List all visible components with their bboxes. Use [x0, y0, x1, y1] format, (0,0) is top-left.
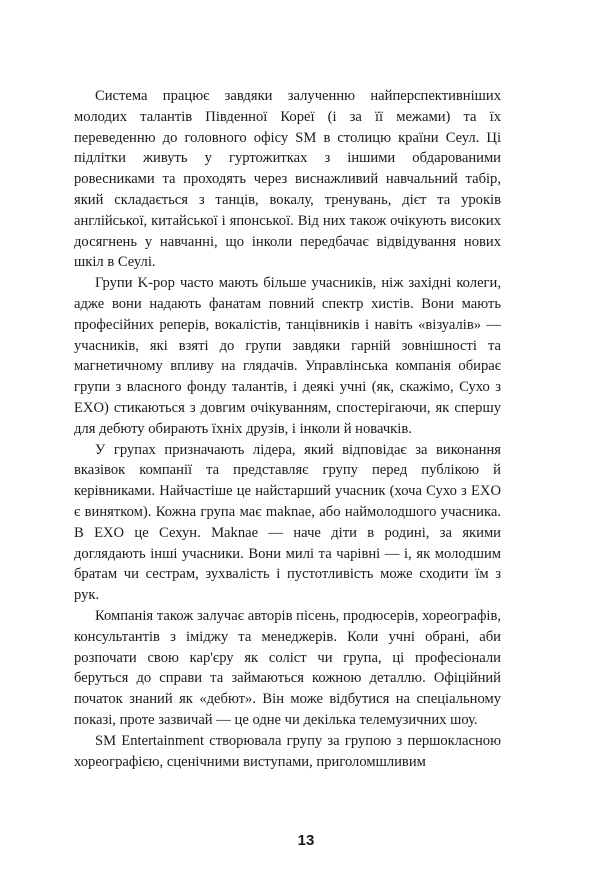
page-number: 13 — [297, 832, 315, 849]
paragraph-4: Компанія також залучає авторів пісень, продюсерів, хореографів, консультантів з іміджу та менеджерів. Коли учні обрані, аби розпочати свою кар'єру як соліст чи група, ці професіонали беруться до справи та займаються кожною деталлю. Офіційний початок знаний як «дебют». Він може відбутися на спеціальному показі, проте зазвичай — це одне чи декілька телемузичних шоу. — [74, 607, 501, 728]
paragraph-3: У групах призначають лідера, який відповідає за виконання вказівок компанії та представляє групу перед публікою й керівниками. Найчастіше це найстарший учасник (хоча Сухо з EXO є винятком). Кожна група має maknae, або наймолодшого учасника. В EXO це Сехун. Maknae — наче діти в родині, за якими доглядають інші учасники. Вони милі та чарівні — і, як молодшим братам чи сестрам, зухвалість і пустотливість може сходити їм з рук. — [74, 441, 501, 604]
paragraph-1: Система працює завдяки залученню найперспективніших молодих талантів Південної Кореї (і за її межами) та їх переведенню до головного офісу SM в столицю країни Сеул. Ці підлітки живуть у гуртожитках з іншими обдарованими ровесниками та проходять через виснажливий навчальний табір, який складається з танців, вокалу, тренувань, дієт та уроків англійської, китайської і японської. Від них також очікують високих досягнень у навчанні, що інколи передбачає відвідування нових шкіл в Сеулі. — [74, 88, 501, 271]
paragraph-5: SM Entertainment створювала групу за групою з першокласною хореографією, сценічними виступами, приголомшливим — [74, 732, 501, 770]
paragraph-2: Групи K-pop часто мають більше учасників, ніж західні колеги, адже вони надають фанатам повний спектр хистів. Вони мають професійних реперів, вокалістів, танцівників і навіть «візуалів» — учасників, які взяті до групи завдяки гарній зовнішності та магнетичному впливу на глядачів. Управлінська компанія обирає групи з власного фонду талантів, і деякі учні (як, скажімо, Сухо з EXO) стикаються з довгим очікуванням, спостерігаючи, як спершу для дебюту обирають їхніх друзів, і інколи й новачків. — [74, 275, 501, 437]
page-body — [74, 86, 501, 772]
